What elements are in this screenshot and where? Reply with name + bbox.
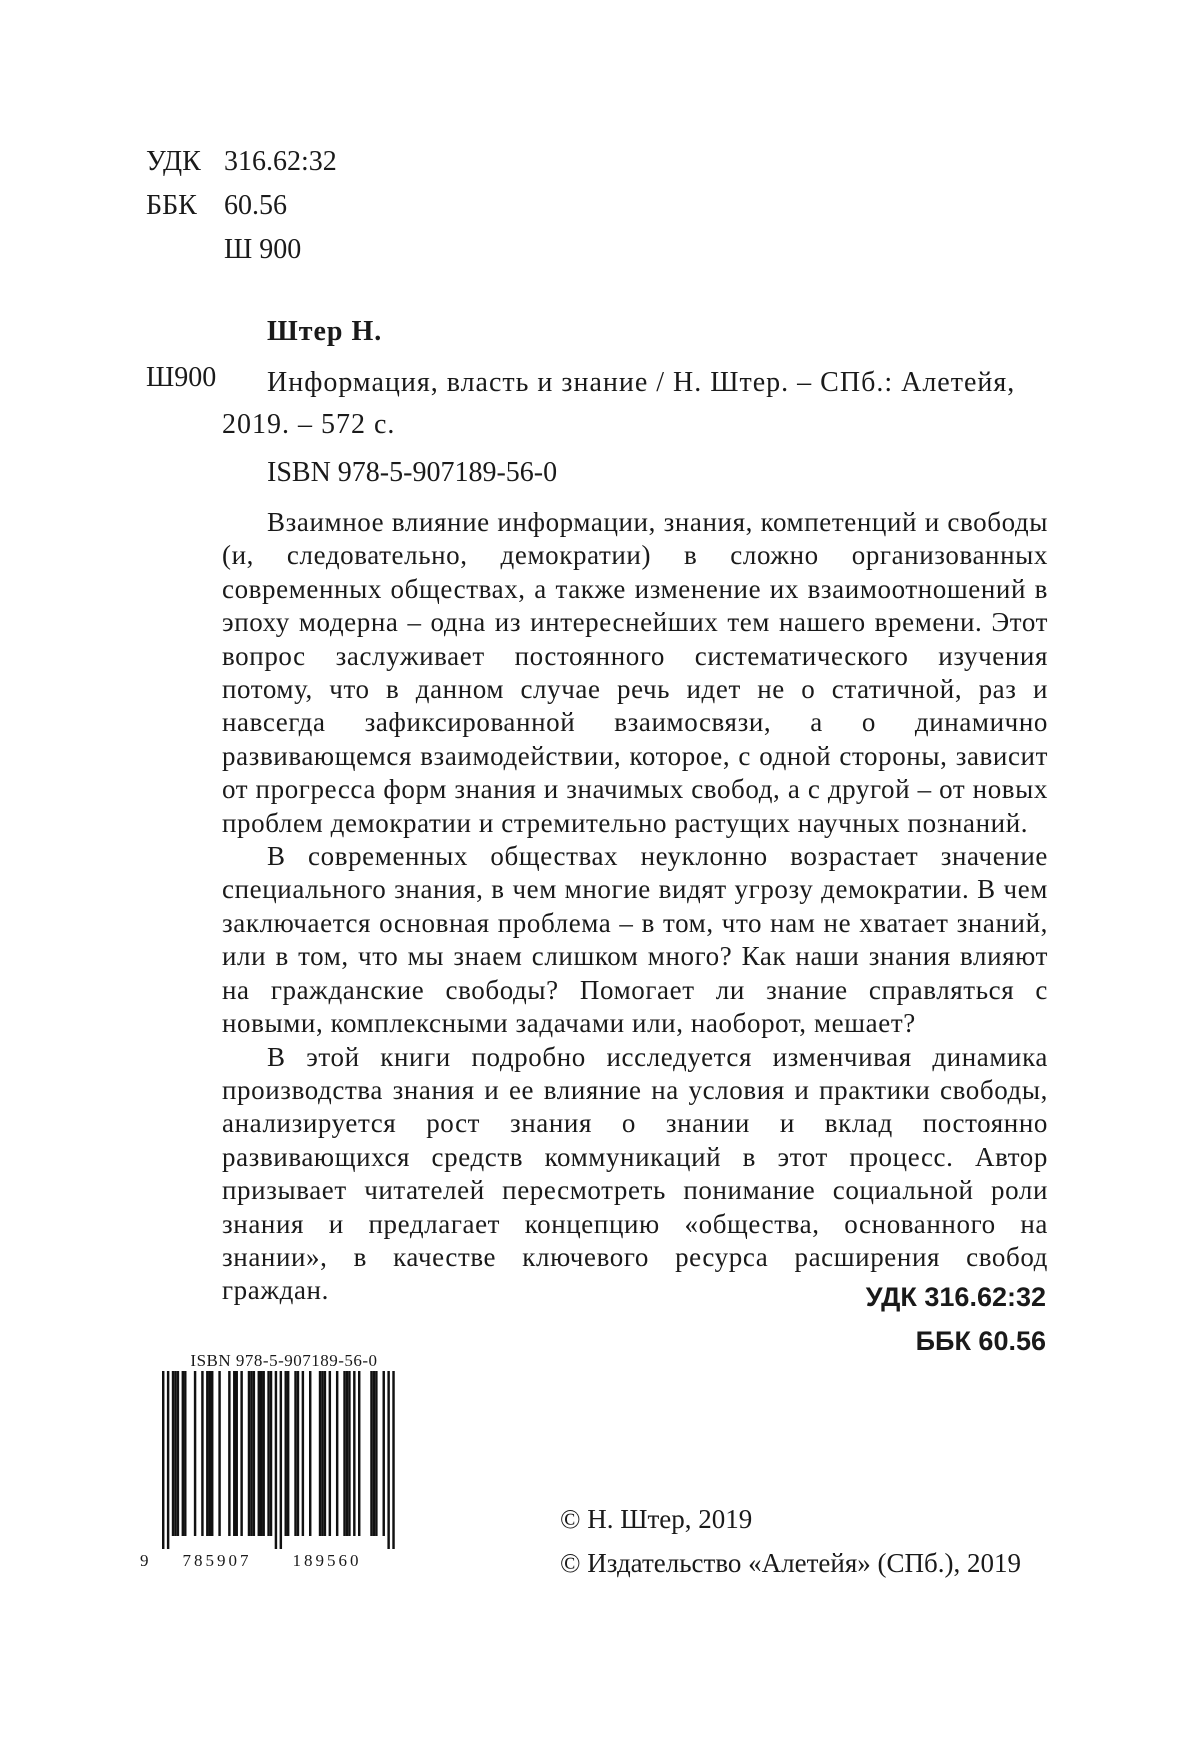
author-cipher: Ш900 xyxy=(146,362,217,393)
barcode-bar xyxy=(162,1371,164,1549)
barcode-bar xyxy=(294,1371,296,1536)
barcode-bar xyxy=(353,1371,355,1536)
barcode-bar xyxy=(375,1371,377,1536)
barcode-bar xyxy=(383,1371,385,1536)
barcode-bar xyxy=(287,1371,289,1536)
barcode-bar xyxy=(262,1371,264,1536)
barcode-bar xyxy=(258,1371,260,1536)
barcode-bar xyxy=(201,1371,203,1536)
barcode-bar xyxy=(209,1371,211,1536)
barcode-bar xyxy=(206,1371,208,1536)
barcode-bar xyxy=(336,1371,338,1536)
abstract-paragraph: В современных обществах неуклонно возрастает значение специального знания, в чем многие видят угрозу демократии. В чем заключается основная проблема – в том, что нам не хватает знаний, или в том, что мы знаем слишком много? Как наши знания влияют на гражданские свободы? Помогает ли знание справляться с новыми, комплексными задачами или, наоборот, мешает? xyxy=(222,841,1048,1039)
barcode-bar xyxy=(184,1371,186,1536)
barcode-bar xyxy=(182,1371,184,1536)
bibliographic-description: Информация, власть и знание / Н. Штер. – СПб.: Алетейя, 2019. – 572 с. xyxy=(222,367,1016,440)
barcode-bar xyxy=(348,1371,350,1536)
barcode-bar xyxy=(280,1371,282,1549)
abstract-paragraph: В этой книги подробно исследуется изменчивая динамика производства знания и ее влияние на условия и практики свободы, анализируется рост знания о знании и вклад постоянно развивающихся средств коммуникаций в этот процесс. Автор призывает читателей пересмотреть понимание социальной роли знания и предлагает концепцию «общества, основанного на знании», в качестве ключевого ресурса расширения свобод граждан. xyxy=(222,1041,1048,1306)
barcode-lead-digit: 9 xyxy=(140,1551,149,1570)
barcode-digits xyxy=(140,1551,406,1571)
barcode-bar xyxy=(253,1371,255,1536)
barcode-bar xyxy=(250,1371,252,1536)
barcode-bar xyxy=(270,1371,272,1536)
bbk-value: 60.56 xyxy=(224,190,287,221)
barcode-bar xyxy=(373,1371,375,1536)
barcode-bar xyxy=(240,1371,242,1536)
udk-row xyxy=(146,140,337,184)
author-heading: Штер Н. xyxy=(267,316,383,347)
barcode-bar xyxy=(387,1371,389,1549)
barcode-bars xyxy=(140,1371,406,1549)
barcode-bar xyxy=(321,1371,323,1536)
barcode-bar xyxy=(228,1371,230,1536)
barcode-bar xyxy=(218,1371,220,1536)
barcode-bar xyxy=(194,1371,196,1536)
barcode-bar xyxy=(302,1371,304,1536)
isbn-barcode xyxy=(140,1351,406,1571)
barcode-bar xyxy=(177,1371,179,1536)
author-mark: Ш 900 xyxy=(224,234,302,265)
copyright xyxy=(560,1497,1021,1585)
barcode-bar xyxy=(172,1371,174,1536)
barcode-bar xyxy=(285,1371,287,1536)
udk-value: 316.62:32 xyxy=(224,146,337,177)
barcode-bar xyxy=(248,1371,250,1536)
barcode-bar xyxy=(211,1371,213,1536)
barcode-bar xyxy=(297,1371,299,1536)
barcode-bar xyxy=(343,1371,345,1536)
barcode-bar xyxy=(236,1371,238,1536)
barcode-bar xyxy=(167,1371,169,1549)
copyright-publisher: © Издательство «Алетейя» (СПб.), 2019 xyxy=(560,1548,1021,1578)
barcode-bar xyxy=(358,1371,360,1536)
index-bbk: ББК 60.56 xyxy=(915,1326,1046,1356)
barcode-isbn-text: ISBN 978-5-907189-56-0 xyxy=(190,1351,378,1370)
bbk-label: ББК xyxy=(146,190,197,221)
barcode-bar xyxy=(174,1371,176,1536)
barcode-bar xyxy=(260,1371,262,1536)
barcode-bar xyxy=(267,1371,269,1536)
barcode-bar xyxy=(346,1371,348,1536)
classification-codes xyxy=(146,140,337,272)
author-mark-row xyxy=(146,228,337,272)
isbn-line: ISBN 978-5-907189-56-0 xyxy=(267,457,558,488)
barcode-left-digits: 785907 xyxy=(182,1551,252,1570)
barcode-bar xyxy=(324,1371,326,1536)
barcode-bar xyxy=(275,1371,277,1549)
abstract-paragraph: Взаимное влияние информации, знания, компетенций и свободы (и, следовательно, демократии) в сложно организованных современных обществах, а также изменение их взаимоотношений в эпоху модерна – одна из интереснейших тем нашего времени. Этот вопрос заслуживает постоянного систематического изучения потому, что в данном случае речь идет не о статичной, раз и навсегда зафиксированной взаимосвязи, а о динамично развивающемся взаимодействии, которое, с одной стороны, зависит от прогресса форм знания и значимых свобод, а с другой – от новых проблем демократии и стремительно растущих научных познаний. xyxy=(222,507,1048,838)
barcode-bar xyxy=(370,1371,372,1536)
barcode-bar xyxy=(392,1371,394,1549)
copyright-author: © Н. Штер, 2019 xyxy=(560,1504,753,1534)
barcode-right-digits: 189560 xyxy=(292,1551,362,1570)
barcode-bar xyxy=(319,1371,321,1536)
bbk-row xyxy=(146,184,337,228)
index-udk: УДК 316.62:32 xyxy=(865,1282,1046,1312)
barcode-bar xyxy=(309,1371,311,1536)
udk-label: УДК xyxy=(146,146,201,177)
abstract xyxy=(222,506,1048,1308)
barcode-bar xyxy=(329,1371,331,1536)
barcode-bar xyxy=(233,1371,235,1536)
